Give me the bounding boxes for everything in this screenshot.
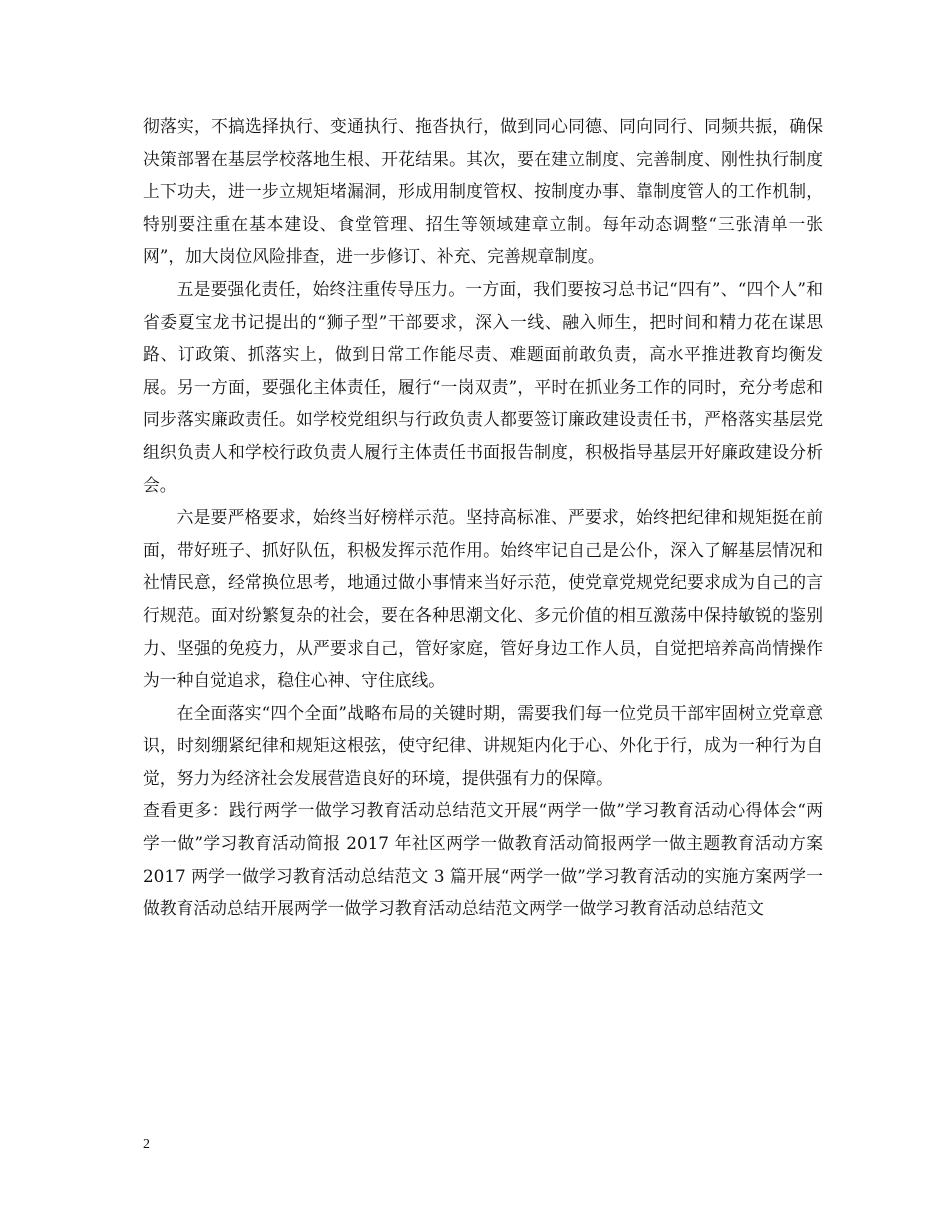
paragraph-1: 彻落实，不搞选择执行、变通执行、拖沓执行，做到同心同德、同向同行、同频共振，确保决策部署在基层学校落地生根、开花结果。其次，要在建立制度、完善制度、刚性执行制度上下功夫，进一步立规矩堵漏洞，形成用制度管权、按制度办事、靠制度管人的工作机制，特别要注重在基本建设、食堂管理、招生等领域建章立制。每年动态调整“三张清单一张网”，加大岗位风险排查，进一步修订、补充、完善规章制度。 xyxy=(143,116,823,267)
related-links-paragraph: 查看更多：践行两学一做学习教育活动总结范文开展“两学一做”学习教育活动心得体会“两学一做”学习教育活动简报 2017 年社区两学一做教育活动简报两学一做主题教育活动方案 2017 两学一做学习教育活动总结范文 3 篇开展“两学一做”学习教育活动的实施方案两学一做教育活动总结开展两学一做学习教育活动总结范文两学一做学习教育活动总结范文 xyxy=(143,800,823,919)
document-body xyxy=(143,110,823,925)
paragraph-2: 五是要强化责任，始终注重传导压力。一方面，我们要按习总书记“四有”、“四个人”和省委夏宝龙书记提出的“狮子型”干部要求，深入一线、融入师生，把时间和精力花在谋思路、订政策、抓落实上，做到日常工作能尽责、难题面前敢负责，高水平推进教育均衡发展。另一方面，要强化主体责任，履行“一岗双责”，平时在抓业务工作的同时，充分考虑和同步落实廉政责任。如学校党组织与行政负责人都要签订廉政建设责任书，严格落实基层党组织负责人和学校行政负责人履行主体责任书面报告制度，积极指导基层开好廉政建设分析会。 xyxy=(143,278,823,495)
paragraph-4: 在全面落实“四个全面”战略布局的关键时期，需要我们每一位党员干部牢固树立党章意识，时刻绷紧纪律和规矩这根弦，使守纪律、讲规矩内化于心、外化于行，成为一种行为自觉，努力为经济社会发展营造良好的环境，提供强有力的保障。 xyxy=(143,702,823,788)
paragraph-3: 六是要严格要求，始终当好榜样示范。坚持高标准、严要求，始终把纪律和规矩挺在前面，带好班子、抓好队伍，积极发挥示范作用。始终牢记自己是公仆，深入了解基层情况和社情民意，经常换位思考，地通过做小事情来当好示范，使党章党规党纪要求成为自己的言行规范。面对纷繁复杂的社会，要在各种思潮文化、多元价值的相互激荡中保持敏锐的鉴别力、坚强的免疫力，从严要求自己，管好家庭，管好身边工作人员，自觉把培养高尚情操作为一种自觉追求，稳住心神、守住底线。 xyxy=(143,507,823,691)
page-number: 2 xyxy=(143,1137,150,1152)
